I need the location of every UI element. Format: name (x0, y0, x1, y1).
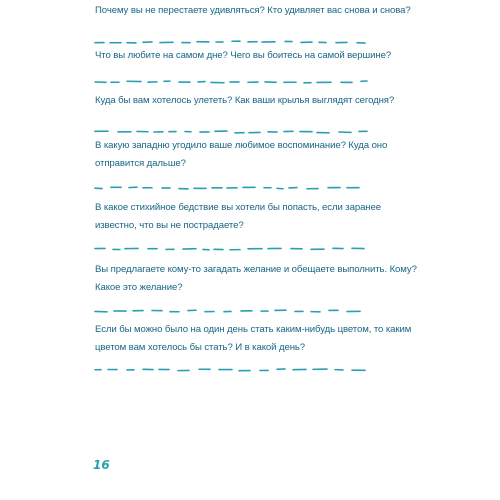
answer-line-2[interactable] (95, 80, 367, 86)
answer-line-dashes (95, 80, 367, 86)
question-6: Вы предлагаете кому-то загадать желание и обещаете выполнить. Кому? Какое это желание? (95, 264, 417, 293)
answer-line-dashes (95, 309, 367, 315)
answer-line-4[interactable] (95, 186, 367, 192)
question-7: Если бы можно было на один день стать каким-нибудь цветом, то каким цветом вам хотелось бы стать? И в какой день? (95, 324, 412, 353)
question-1: Почему вы не перестаете удивляться? Кто удивляет вас снова и снова? (95, 5, 411, 16)
answer-line-dashes (95, 186, 367, 192)
answer-line-7[interactable] (95, 368, 367, 374)
question-2: Что вы любите на самом дне? Чего вы боитесь на самой вершине? (95, 50, 392, 61)
page-number: 16 (93, 458, 110, 472)
answer-line-dashes (95, 130, 367, 136)
answer-line-6[interactable] (95, 309, 367, 315)
answer-line-1[interactable] (95, 40, 367, 46)
answer-line-dashes (95, 40, 367, 46)
question-5: В какое стихийное бедствие вы хотели бы попасть, если заранее известно, что вы не пострадаете? (95, 202, 381, 231)
answer-line-dashes (95, 368, 367, 374)
answer-line-3[interactable] (95, 130, 367, 136)
answer-line-5[interactable] (95, 247, 367, 253)
question-3: Куда бы вам хотелось улететь? Как ваши крылья выглядят сегодня? (95, 95, 395, 106)
answer-line-dashes (95, 247, 367, 253)
question-4: В какую западню угодило ваше любимое воспоминание? Куда оно отправится дальше? (95, 140, 388, 169)
